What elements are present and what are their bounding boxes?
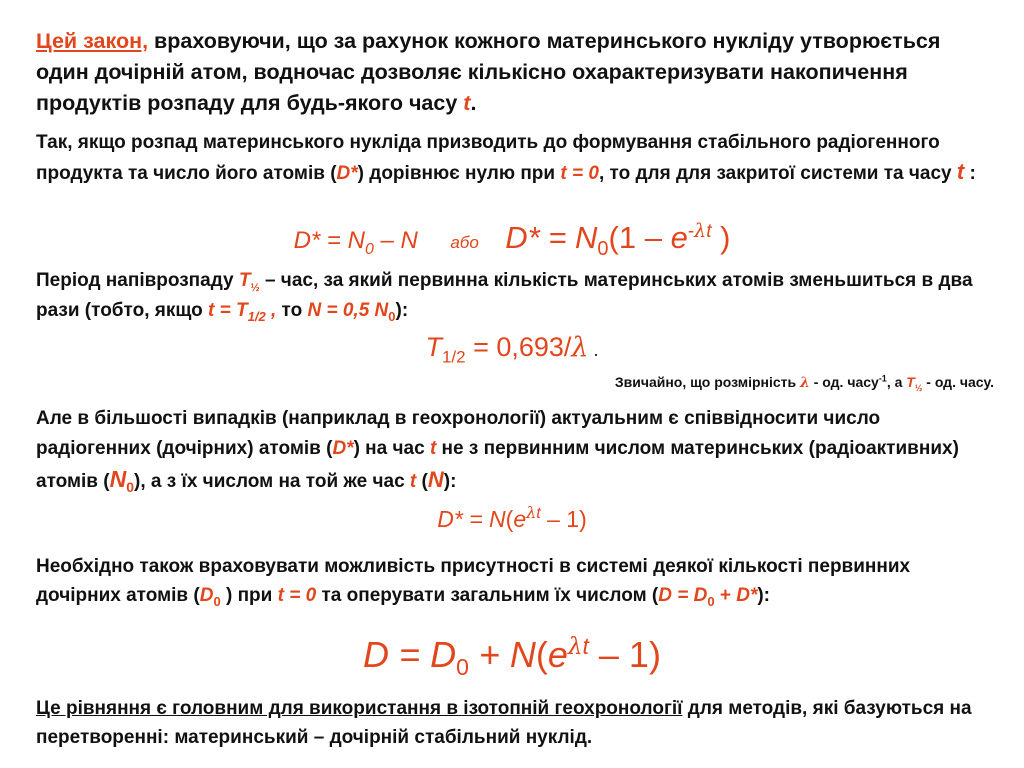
daughter-symbol: D* — [336, 163, 358, 184]
geochronology-paragraph — [36, 404, 986, 497]
time-variable: t — [429, 438, 437, 459]
p3-end: ): — [395, 300, 409, 321]
d-symbol: D — [199, 585, 214, 606]
n-zero-sub: 0 — [126, 478, 135, 495]
p5-text-a: Необхідно також враховувати можливість присутності в системі деякої кількості первинних дочірних атомів ( — [36, 556, 911, 606]
lambda-symbol: λ — [571, 332, 589, 363]
note-text-a: Звичайно, що розмірність — [614, 374, 801, 390]
note-half: ½ — [914, 382, 923, 393]
eq4-sub: 0 — [456, 654, 469, 681]
closed-system-paragraph — [36, 128, 986, 188]
exp-e: e — [547, 634, 568, 675]
p2-text-c: , то для для закритої системи та часу — [598, 163, 957, 184]
eq2-T: T — [425, 332, 442, 362]
equation-accumulation — [0, 220, 1024, 260]
intro-text: враховуючи, що за рахунок кожного материнського нукліду утворюється один дочірній атом, водночас дозволяє кількісно охарактеризувати накопичення продуктів розпаду для будь-якого часу — [36, 29, 941, 115]
p3-text-c: то — [276, 300, 308, 321]
law-highlight: Цей закон, — [36, 29, 149, 53]
intro-dot: . — [470, 91, 477, 115]
p2-text-b: ) дорівнює нулю при — [357, 163, 561, 184]
eq2-rest: = 0,693/ — [465, 332, 572, 362]
eq1-right-b: (1 – — [608, 220, 671, 255]
p3-text-b: – час, за який первинна кількість материнських атомів зменьшиться в два рази (тобто, якщо — [36, 270, 973, 321]
or-word: або — [450, 233, 479, 252]
t-eq-T: t = T — [208, 300, 248, 321]
exp-e: e — [513, 506, 527, 532]
daughter-symbol: D* — [332, 438, 354, 459]
time-variable: t — [463, 91, 471, 115]
note-T: T — [906, 374, 915, 390]
half-sub: ½ — [250, 281, 260, 294]
equation-main — [0, 633, 1024, 681]
eq3-a: D* = N — [437, 506, 506, 532]
n-symbol-2: N — [427, 467, 444, 492]
equation-half-life — [0, 332, 1024, 367]
p3-text-a: Період напіврозпаду — [36, 270, 239, 291]
p3-comma: , — [265, 300, 277, 321]
eq1-right-c: ) — [711, 220, 731, 255]
t-zero: t = 0 — [277, 585, 317, 606]
p4-text-b: ) на час — [353, 438, 430, 459]
time-variable-2: t — [409, 471, 417, 492]
n-symbol: N — [109, 466, 127, 492]
p4-end: ): — [443, 471, 457, 492]
daughter-symbol: D* — [736, 585, 758, 606]
exp-t: t — [706, 220, 712, 242]
p5-text-b: ) при — [220, 585, 278, 606]
dimension-note — [500, 374, 994, 391]
note-text-c: , а — [886, 374, 907, 390]
n-half: N = 0,5 N — [307, 300, 389, 321]
t-half-sub: 1/2 — [247, 308, 266, 324]
exp-e: e — [670, 220, 688, 255]
half-life-T: T — [238, 270, 251, 291]
eq4-c: ( — [535, 634, 548, 675]
eq1-right-a: D* = N — [505, 220, 598, 255]
eq1-right-sub: 0 — [597, 238, 609, 261]
p4-text-c: не з первинним числом материнських (радіоактивних) атомів ( — [36, 438, 959, 492]
p2-end: : — [964, 163, 976, 184]
plus-sign: + — [714, 585, 737, 606]
d-sum: D = D — [658, 585, 708, 606]
n-zero-sub: 0 — [388, 308, 396, 324]
eq3-b: ( — [505, 506, 514, 532]
p4-text-f: ( — [416, 471, 428, 492]
half-life-paragraph — [36, 266, 986, 326]
note-text-b: - од. часу — [809, 374, 879, 390]
note-text-d: - од. часу. — [922, 374, 994, 390]
lambda-symbol: λ — [567, 634, 583, 660]
exp-t: t — [536, 505, 541, 523]
note-sup: -1 — [878, 373, 887, 384]
eq4-a: D = D — [363, 634, 457, 675]
equation-daughter — [0, 503, 1024, 533]
eq1-left — [293, 227, 418, 258]
conclusion-underlined: Це рівняння є головним для використання в ізотопній геохронології — [36, 698, 683, 719]
conclusion-paragraph — [36, 694, 986, 752]
lambda-symbol: λ — [694, 219, 707, 242]
d-zero-sub: 0 — [213, 593, 221, 609]
eq1-left-sub: 0 — [364, 240, 374, 258]
p4-text-e: ), а з їх числом на той же час — [134, 471, 410, 492]
d-sum-sub: 0 — [707, 593, 715, 609]
p5-end: ): — [757, 585, 771, 606]
exp-t: t — [582, 633, 589, 659]
p2-text-a: Так, якщо розпад материнського нукліда призводить до формування стабільного радіогенного продукта та число його атомів ( — [36, 132, 940, 184]
eq1-left-b: – N — [373, 227, 418, 254]
intro-paragraph — [36, 26, 986, 119]
conclusion-rest: для методів, які базуються на перетворенні: материнський – дочірній стабільний нуклід. — [36, 698, 972, 748]
p5-text-c: та оперувати загальним їх числом ( — [316, 585, 659, 606]
lambda-symbol: λ — [800, 375, 810, 391]
eq4-d: – 1) — [588, 634, 661, 675]
eq3-c: – 1) — [540, 506, 587, 532]
lambda-symbol: λ — [526, 503, 537, 523]
exp-minus: - — [687, 220, 695, 242]
time-variable: t — [956, 159, 965, 184]
eq1-left-a: D* = N — [293, 227, 365, 254]
p4-text-a: Але в більшості випадків (наприклад в геохронології) актуальним є співвідносити число радіогенних (дочірних) атомів ( — [36, 408, 881, 459]
initial-daughter-paragraph — [36, 552, 986, 610]
t-zero: t = 0 — [560, 163, 599, 184]
eq2-sub: 1/2 — [441, 347, 466, 367]
eq1-right — [505, 219, 731, 261]
eq2-dot: . — [588, 340, 599, 360]
eq4-b: + N — [468, 634, 536, 675]
